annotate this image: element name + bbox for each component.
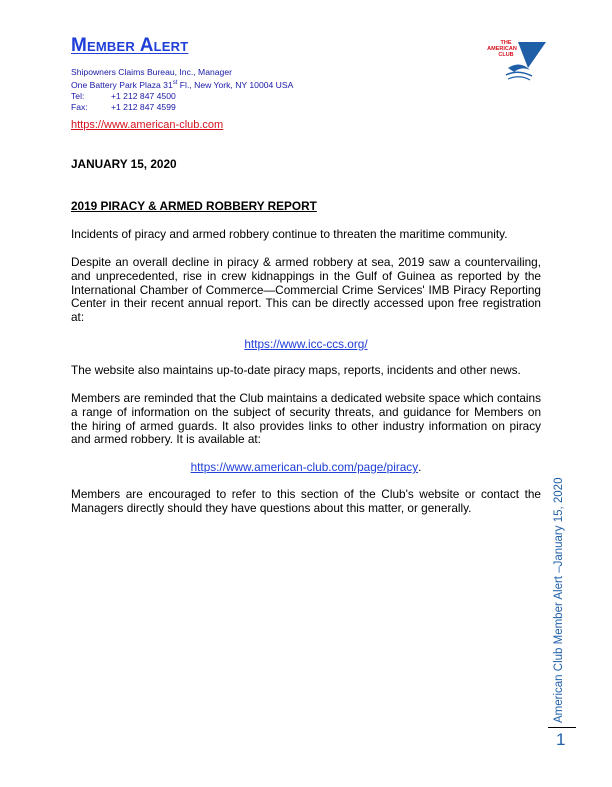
- alert-date: JANUARY 15, 2020: [71, 157, 177, 171]
- paragraph-website: The website also maintains up-to-date piracy maps, reports, incidents and other news.: [71, 363, 521, 377]
- fax-value: +1 212 847 4599: [111, 101, 176, 112]
- club-website-link[interactable]: https://www.american-club.com: [71, 119, 224, 131]
- tel-value: +1 212 847 4500: [111, 90, 176, 101]
- logo-text-club: CLUB: [498, 52, 514, 58]
- piracy-page-link-row: [71, 460, 541, 474]
- paragraph-intro: Incidents of piracy and armed robbery continue to threaten the maritime community.: [71, 227, 508, 241]
- address-line: One Battery Park Plaza 31st Fl., New York, NY 10004 USA: [71, 79, 294, 90]
- club-emblem-icon: [478, 38, 548, 82]
- fax-row: [71, 102, 293, 113]
- page-title: Member Alert: [71, 35, 189, 56]
- fax-label: Fax:: [71, 101, 88, 112]
- piracy-page-link[interactable]: https://www.american-club.com/page/piracy: [190, 460, 419, 474]
- link-period: .: [418, 460, 422, 474]
- page-number: 1: [556, 730, 566, 749]
- logo-text-the: THE: [500, 40, 512, 46]
- icc-link[interactable]: https://www.icc-ccs.org/: [244, 337, 368, 351]
- icc-link-row: [71, 337, 541, 351]
- sidebar-footer-text: American Club Member Alert –January 15, 2020: [553, 477, 565, 723]
- tel-label: Tel:: [71, 90, 85, 101]
- paragraph-closing: Members are encouraged to refer to this section of the Club's website or contact the Managers directly should they have questions about this matter, or generally.: [71, 487, 541, 515]
- tel-row: [71, 91, 293, 102]
- manager-line: Shipowners Claims Bureau, Inc., Manager: [71, 67, 232, 77]
- paragraph-report: Despite an overall decline in piracy & armed robbery at sea, 2019 saw a countervailing, and unprecedented, rise in crew kidnappings in the Gulf of Guinea as reported by the International Chamber of Commerce—Commercial Crime Services' IMB Piracy Reporting Center in their recent annual report. This can be directly accessed upon free registration at:: [71, 255, 541, 325]
- footer-divider: [548, 727, 576, 728]
- paragraph-club-resources: Members are reminded that the Club maintains a dedicated website space which contains a range of information on the subject of security threats, and guidance for Members on the hiring of armed guards. It also provides links to other industry information on piracy and armed robbery. It is available at:: [71, 391, 541, 447]
- section-heading: 2019 PIRACY & ARMED ROBBERY REPORT: [71, 199, 317, 213]
- logo-text-american: AMERICAN: [487, 46, 517, 52]
- contact-block: [71, 67, 293, 113]
